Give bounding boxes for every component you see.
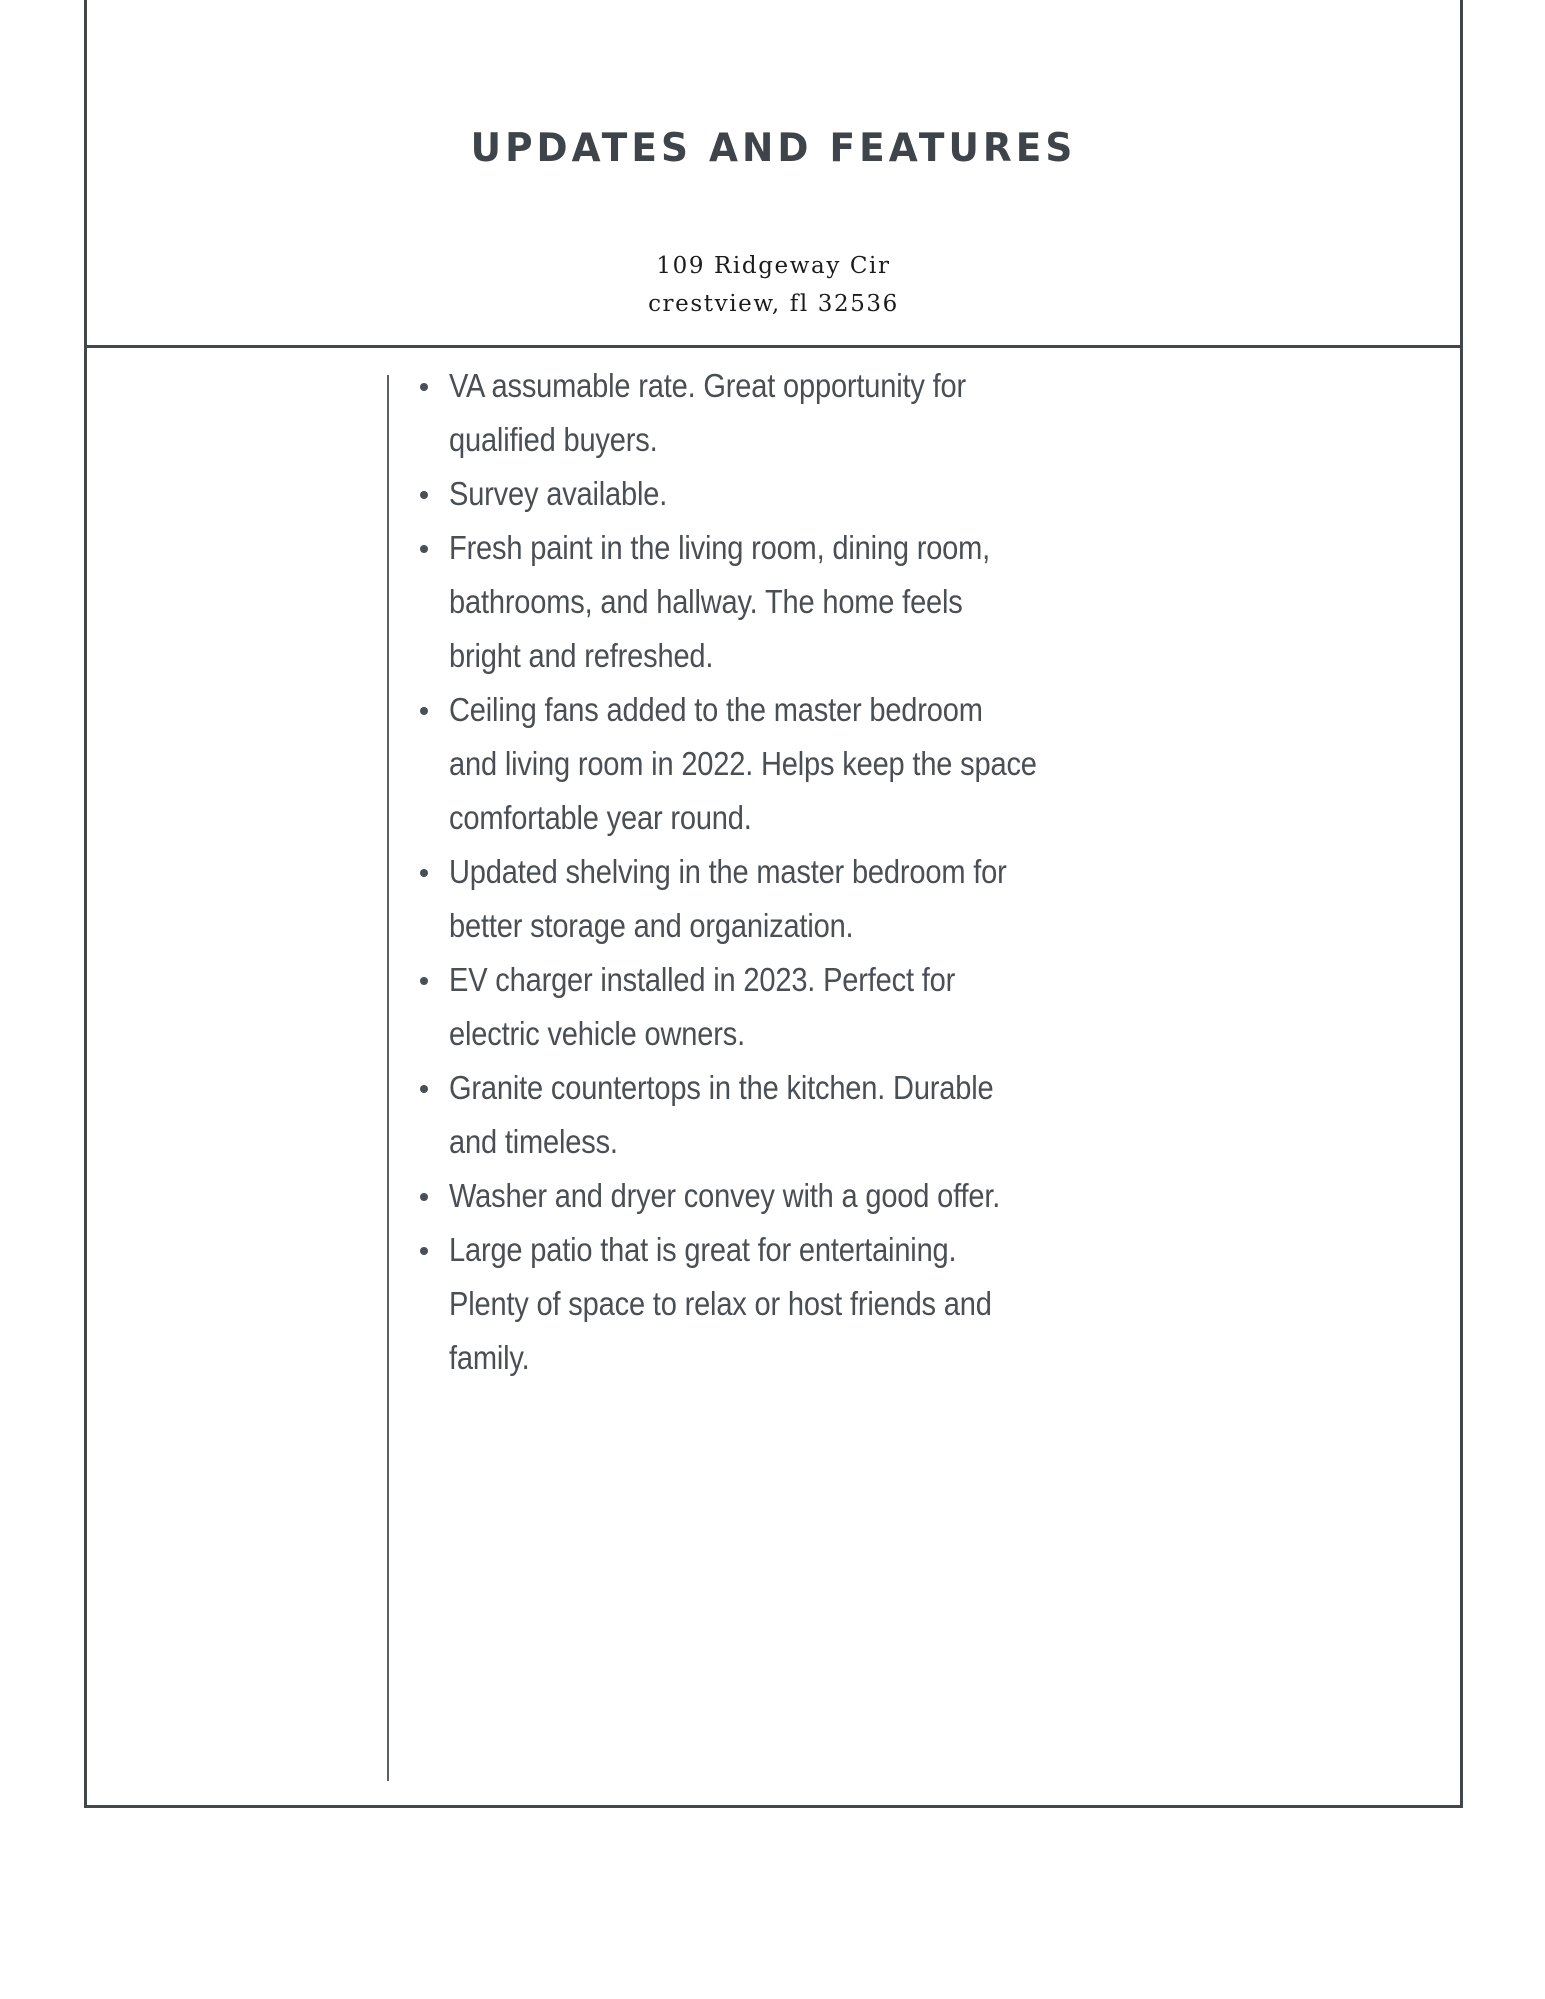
list-item-text: Large patio that is great for entertaining. Plenty of space to relax or host friends and family. xyxy=(449,1231,992,1376)
property-address xyxy=(87,247,1460,323)
bullet-icon xyxy=(420,1085,428,1093)
list-item-text: VA assumable rate. Great opportunity for qualified buyers. xyxy=(449,367,967,458)
list-item-text: Updated shelving in the master bedroom for better storage and organization. xyxy=(449,853,1007,944)
list-item-text: Survey available. xyxy=(449,475,668,512)
features-list xyxy=(417,348,1037,1385)
list-item xyxy=(417,1061,1037,1169)
flyer-document xyxy=(84,0,1463,1808)
list-item xyxy=(417,1223,1037,1385)
list-item xyxy=(417,521,1037,683)
list-item-text: Granite countertops in the kitchen. Durable and timeless. xyxy=(449,1069,994,1160)
list-item xyxy=(417,359,1037,467)
list-item xyxy=(417,845,1037,953)
list-item xyxy=(417,683,1037,845)
page-title: UPDATES AND FEATURES xyxy=(470,126,1077,171)
list-item-text: Ceiling fans added to the master bedroom and living room in 2022. Helps keep the space comfortable year round. xyxy=(449,691,1037,836)
bullet-icon xyxy=(420,977,428,985)
list-item-text: Washer and dryer convey with a good offer. xyxy=(449,1177,1001,1214)
bullet-icon xyxy=(420,707,428,715)
bullet-icon xyxy=(420,491,428,499)
bullet-icon xyxy=(420,383,428,391)
vertical-divider xyxy=(387,375,389,1781)
bullet-icon xyxy=(420,1193,428,1201)
bullet-icon xyxy=(420,869,428,877)
bullet-icon xyxy=(420,1247,428,1255)
list-item xyxy=(417,1169,1037,1223)
list-item-text: EV charger installed in 2023. Perfect for electric vehicle owners. xyxy=(449,961,956,1052)
list-item xyxy=(417,953,1037,1061)
document-body xyxy=(87,348,1460,1805)
address-street: 109 Ridgeway Cir xyxy=(656,253,891,279)
document-header xyxy=(87,0,1460,348)
list-item xyxy=(417,467,1037,521)
bullet-icon xyxy=(420,545,428,553)
list-item-text: Fresh paint in the living room, dining room, bathrooms, and hallway. The home feels bright and refreshed. xyxy=(449,529,991,674)
address-city-state-zip: crestview, fl 32536 xyxy=(648,291,899,317)
